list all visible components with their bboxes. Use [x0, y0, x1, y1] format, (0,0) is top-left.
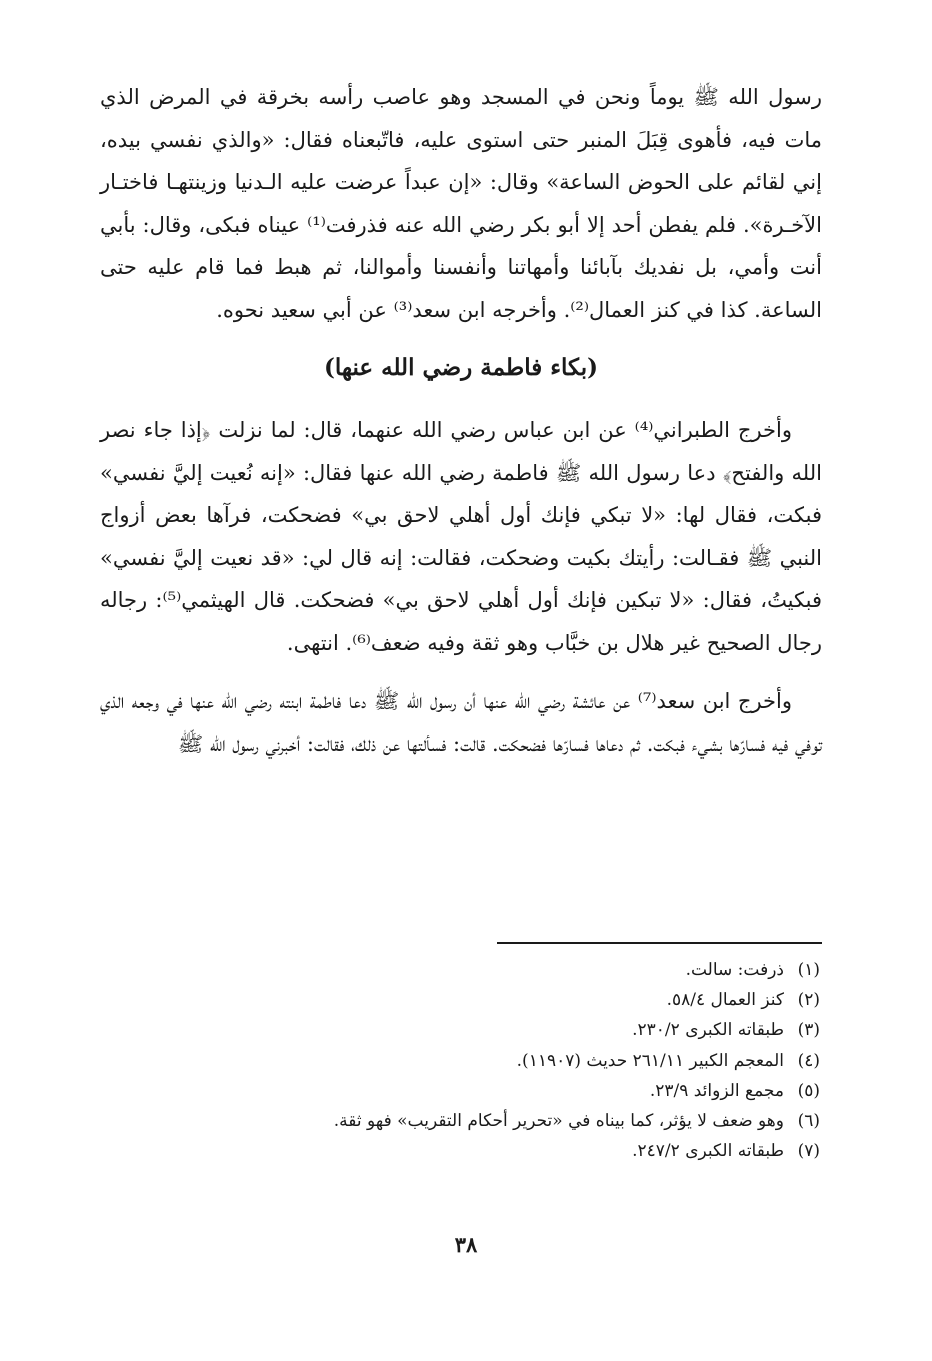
footnote-number: (٤) [797, 1050, 820, 1071]
footnote-text: المعجم الكبير ٢٦١/١١ حديث (١١٩٠٧). [516, 1050, 784, 1071]
footnote-text: كنز العمال ٥٨/٤. [666, 990, 784, 1011]
page-body [100, 76, 822, 765]
paragraph-2: وأخرج الطبراني⁽⁴⁾ عن ابن عباس رضي الله عنهما، قال: لما نزلت ﴿إذا جاء نصر الله والفتح﴾ دعا رسول الله ﷺ فاطمة رضي الله عنها فقال: «إنه نُعيت إليَّ نفسي» فبكت، فقال لها: «لا تبكي فإنك أول أهلي لاحق بي» فضحكت، فرآها بعض أزواج النبي ﷺ فقـالت: رأيتك بكيت وضحكت، فقالت: إنه قال لي: «قد نعيت إليَّ نفسي» فبكيتُ، فقال: «لا تبكين فإنك أول أهلي لاحق بي» فضحكت. قال الهيثمي⁽⁵⁾: رجاله رجال الصحيح غير هلال بن خبَّاب وهو ثقة وفيه ضعف⁽⁶⁾. انتهى. [100, 418, 822, 655]
footnote-number: (٣) [797, 1020, 820, 1041]
footnote-number: (١) [797, 960, 820, 980]
paragraph-1: رسول الله ﷺ يوماً ونحن في المسجد وهو عاصب رأسه بخرقة في المرض الذي مات فيه، فأهوى قِبَلَ المنبر حتى استوى عليه، فاتّبعناه فقال: «والذي نفسي بيده، إني لقائم على الحوض الساعة» وقال: «إن عبداً عرضت عليه الـدنيا وزينتهـا فاختـار الآخـرة». فلم يفطن أحد إلا أبو بكر رضي الله عنه فذرفت⁽¹⁾ عيناه فبكى، وقال: بأبي أنت وأمي، بل نفديك بآبائنا وأمهاتنا وأنفسنا وأموالنا، ثم هبط فما قام عليه حتى الساعة. كذا في كنز العمال⁽²⁾. وأخرجه ابن سعد⁽³⁾ عن أبي سعيد نحوه. [100, 85, 822, 322]
footnote-text: طبقاته الكبرى ٢٤٧/٢. [632, 1141, 784, 1162]
footnote-item [100, 985, 820, 1015]
footnote-item [100, 1015, 820, 1045]
footnote-text: وهو ضعف لا يؤثر، كما بيناه في «تحرير أحكام التقريب» فهو ثقة. [333, 1111, 784, 1132]
footnote-item [100, 1046, 820, 1076]
footnote-item [100, 1076, 820, 1106]
footnote-item [100, 1136, 820, 1166]
footnote-item [100, 955, 820, 985]
footnote-item [100, 1106, 820, 1136]
footnote-text: طبقاته الكبرى ٢٣٠/٢. [632, 1020, 784, 1041]
footnote-divider [497, 942, 822, 944]
footnote-number: (٥) [797, 1080, 820, 1101]
footnotes-list [100, 955, 820, 1166]
footnote-text: مجمع الزوائد ٢٣/٩. [649, 1080, 784, 1101]
footnote-text: ذرفت: سالت. [685, 960, 784, 980]
footnote-number: (٦) [797, 1111, 820, 1132]
section-heading: (بكاء فاطمة رضي الله عنها) [323, 354, 599, 381]
footnote-number: (٧) [797, 1141, 820, 1162]
footnote-number: (٢) [797, 990, 820, 1011]
paragraph-3: وأخرج ابن سعد⁽⁷⁾ عن عائشة رضي الله عنها أن رسول الله ﷺ دعا فاطمة ابنته رضي الله عنها في وجعه الذي توفي فيه فسارّها بشيء فبكت. ثم دعاها فسارّها فضحكت. قالت: فسألتها عن ذلك، فقالت: أخبرني رسول الله ﷺ [100, 689, 822, 756]
page-number: ٣٨ [454, 1232, 478, 1257]
